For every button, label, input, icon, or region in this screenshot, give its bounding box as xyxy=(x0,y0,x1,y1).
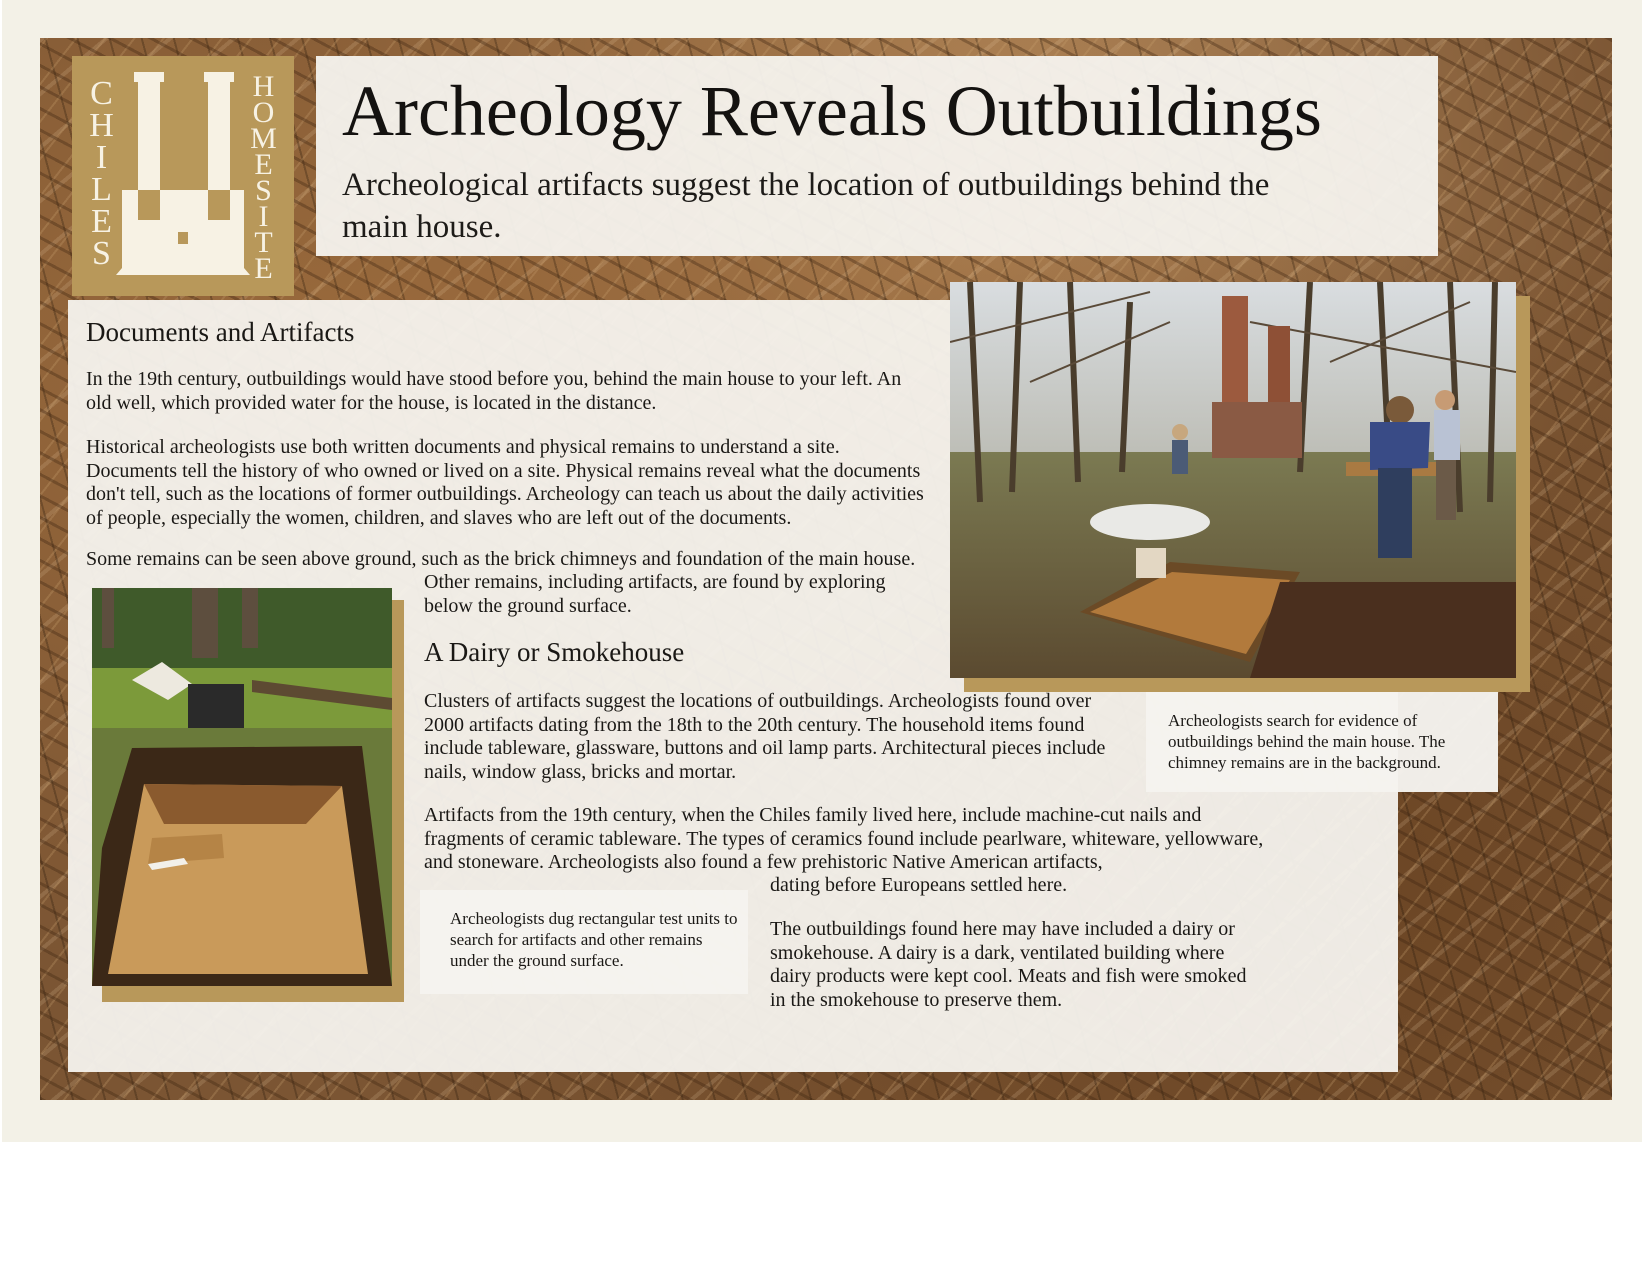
logo-letter: H xyxy=(252,70,276,103)
logo-letter: O xyxy=(252,96,276,129)
logo-letter: S xyxy=(255,174,273,207)
search-caption-box xyxy=(1146,692,1498,792)
search-caption: Archeologists search for evidence of outbuildings behind the main house. The chimney remains are in the background. xyxy=(1168,711,1446,772)
documents-paragraph-1: In the 19th century, outbuildings would have stood before you, behind the main house to your left. An old well, which provided water for the house, is located in the distance. xyxy=(86,368,902,414)
title-box xyxy=(316,56,1438,256)
excavation-photo xyxy=(950,282,1516,678)
test-unit-image xyxy=(92,588,392,986)
logo-letter: C xyxy=(90,75,114,112)
logo-letter: E xyxy=(91,203,113,240)
documents-paragraph-3a: Some remains can be seen above ground, such as the brick chimneys and foundation of the main house. xyxy=(86,548,916,570)
logo-letter: L xyxy=(91,171,113,208)
logo-letter: I xyxy=(258,200,270,233)
page-subtitle: Archeological artifacts suggest the location of outbuildings behind the main house. xyxy=(342,167,1270,245)
logo-letter: H xyxy=(89,107,115,144)
documents-paragraph-2: Historical archeologists use both written documents and physical remains to understand a site. Documents tell the history of who owned or lived on a site. Physical remains reveal what the documents don't tell, such as the locations of former outbuildings. Archeology can teach us about the daily activities of people, especially the women, children, and slaves who are left out of the documents. xyxy=(86,436,924,529)
sign-sheet xyxy=(2,0,1642,1142)
dairy-paragraph-2b: dating before Europeans settled here. xyxy=(770,874,1068,896)
dairy-paragraph-3: The outbuildings found here may have included a dairy or smokehouse. A dairy is a dark, ventilated building where dairy products were kept cool. Meats and fish were smoked in the smokehouse to preserve them. xyxy=(770,918,1247,1011)
dairy-paragraph-1: Clusters of artifacts suggest the locations of outbuildings. Archeologists found over 2000 artifacts dating from the 18th to the 20th century. The household items found include tableware, glassware, buttons and oil lamp parts. Architectural pieces include nails, window glass, bricks and mortar. xyxy=(424,690,1106,783)
documents-paragraph-3b: Other remains, including artifacts, are found by exploring below the ground surface. xyxy=(424,571,886,617)
logo-letter: E xyxy=(254,252,274,285)
chimney-ruins-icon xyxy=(112,70,252,285)
sign-panel xyxy=(40,38,1612,1100)
logo-letter: I xyxy=(95,139,109,176)
excavation-scene-image xyxy=(950,282,1516,678)
dairy-heading: A Dairy or Smokehouse xyxy=(424,637,685,667)
logo-letter: S xyxy=(92,235,112,272)
test-units-caption-box xyxy=(420,890,748,994)
chiles-homesite-logo xyxy=(72,56,294,296)
dairy-paragraph-2a: Artifacts from the 19th century, when the Chiles family lived here, include machine-cut nails and fragments of ceramic tableware. The types of ceramics found include pearlware, whiteware, yellowware, and stoneware. Archeologists also found a few prehistoric Native American artifacts, xyxy=(424,804,1264,873)
test-units-caption: Archeologists dug rectangular test units to search for artifacts and other remains under the ground surface. xyxy=(450,909,738,970)
logo-letter: T xyxy=(254,226,274,259)
logo-letter: M xyxy=(250,122,278,155)
page-title: Archeology Reveals Outbuildings xyxy=(342,71,1322,151)
test-unit-photo xyxy=(92,588,392,986)
documents-heading: Documents and Artifacts xyxy=(86,317,355,347)
logo-letter: E xyxy=(254,148,274,181)
